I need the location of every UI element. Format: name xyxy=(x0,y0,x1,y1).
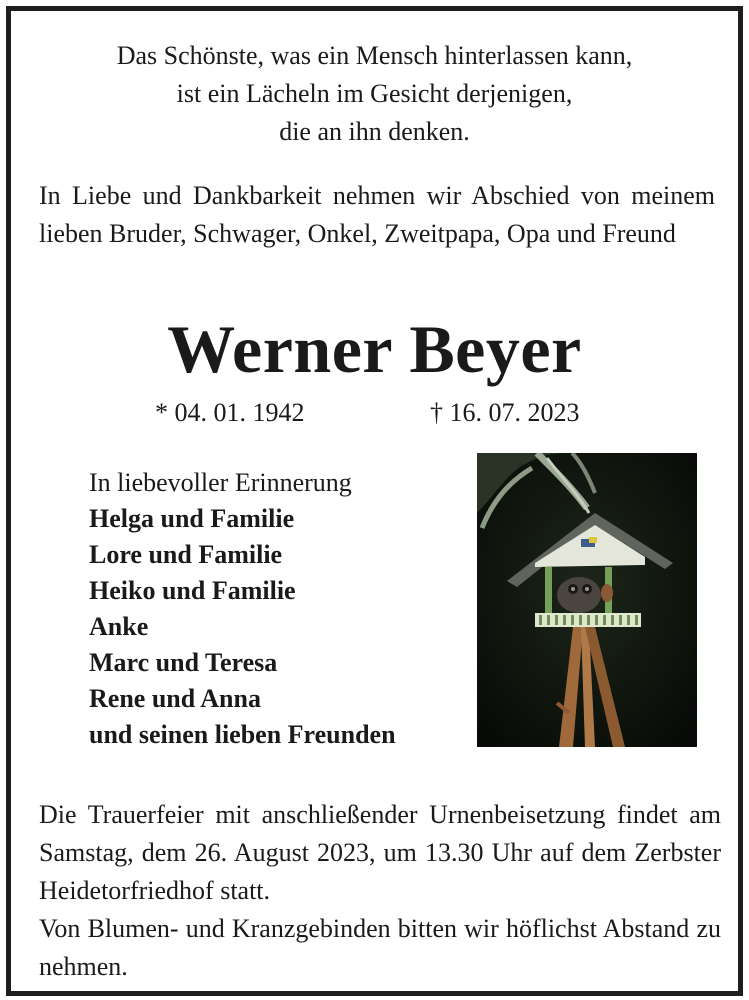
poem-line: die an ihn denken. xyxy=(279,117,470,146)
mourner-name: Rene und Anna xyxy=(89,684,261,713)
death-date: † 16. 07. 2023 xyxy=(430,398,580,427)
poem-line: ist ein Lächeln im Gesicht derjenigen, xyxy=(176,79,573,108)
birth-date: * 04. 01. 1942 xyxy=(155,398,305,427)
bird-feeder-icon xyxy=(477,453,697,747)
funeral-notice: Die Trauerfeier mit anschließender Urnenbeisetzung findet am Samstag, dem 26. August 2023, um 13.30 Uhr auf dem Zerbster Heidetorfriedhof statt. xyxy=(39,800,721,905)
mourner-name: Anke xyxy=(89,612,149,641)
mourner-name: und seinen lieben Freunden xyxy=(89,720,396,749)
mourner-name: Lore und Familie xyxy=(89,540,283,569)
flowers-notice: Von Blumen- und Kranzgebinden bitten wir höflichst Abstand zu nehmen. xyxy=(39,914,721,981)
deceased-name: Werner Beyer xyxy=(167,311,582,387)
mourners-lead: In liebevoller Erinnerung xyxy=(89,468,352,497)
bird-feeder-photo xyxy=(477,453,697,747)
poem xyxy=(11,37,738,151)
mourner-name: Helga und Familie xyxy=(89,504,295,533)
poem-line: Das Schönste, was ein Mensch hinterlassen kann, xyxy=(116,41,633,70)
mourners-list xyxy=(89,465,396,753)
mourner-name: Marc und Teresa xyxy=(89,648,278,677)
mourner-name: Heiko und Familie xyxy=(89,576,296,605)
obituary-frame xyxy=(6,6,743,996)
intro-text: In Liebe und Dankbarkeit nehmen wir Abschied von meinem lieben Bruder, Schwager, Onkel, Zweitpapa, Opa und Freund xyxy=(39,181,715,248)
